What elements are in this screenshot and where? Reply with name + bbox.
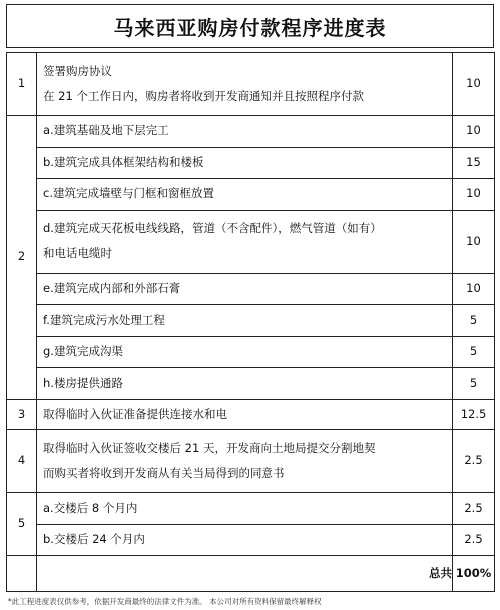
percentage-value: 10: [453, 116, 495, 148]
percentage-value: 10: [453, 53, 495, 116]
description-line: a.交楼后 8 个月内: [43, 500, 138, 515]
table-row: [7, 399, 495, 430]
stage-description: [37, 399, 453, 430]
stage-description: [37, 53, 453, 116]
table-row: [7, 210, 495, 273]
table-row: [7, 147, 495, 179]
description-line: b.交楼后 24 个月内: [43, 532, 145, 547]
footnote: *此工程进度表仅供参考，依据开发商最终的法律文件为准。 本公司对所有资料保留最终解释权: [8, 597, 322, 606]
percentage-value: 10: [453, 210, 495, 273]
description-line: 而购买者将收到开发商从有关当局得到的同意书: [43, 465, 285, 480]
table-row: [7, 116, 495, 148]
percentage-value: 15: [453, 147, 495, 179]
document-title: 马来西亚购房付款程序进度表: [6, 4, 494, 48]
table-row: [7, 53, 495, 116]
stage-description: [37, 273, 453, 305]
total-label: 总共: [37, 556, 453, 592]
stage-description: [37, 210, 453, 273]
description-line: a.建筑基础及地下层完工: [43, 123, 169, 138]
description-line: c.建筑完成墙壁与门框和窗框放置: [43, 186, 214, 201]
percentage-value: 12.5: [453, 399, 495, 430]
total-row: [7, 556, 495, 592]
stage-description: [37, 179, 453, 211]
table-row: [7, 524, 495, 556]
stage-description: [37, 147, 453, 179]
percentage-value: 5: [453, 305, 495, 337]
description-line: 签署购房协议: [43, 63, 112, 78]
table-row: [7, 493, 495, 525]
percentage-value: 2.5: [453, 430, 495, 493]
stage-number: 2: [7, 116, 37, 400]
description-line: h.楼房提供通路: [43, 375, 123, 390]
total-value: 100%: [453, 556, 495, 592]
percentage-value: 10: [453, 273, 495, 305]
table-row: [7, 273, 495, 305]
stage-description: [37, 430, 453, 493]
stage-description: [37, 305, 453, 337]
stage-number: 5: [7, 493, 37, 556]
stage-number: 4: [7, 430, 37, 493]
stage-description: [37, 336, 453, 368]
percentage-value: 10: [453, 179, 495, 211]
total-stage-cell: [7, 556, 37, 592]
description-line: g.建筑完成沟渠: [43, 344, 123, 359]
percentage-value: 2.5: [453, 493, 495, 525]
stage-number: 3: [7, 399, 37, 430]
table-row: [7, 336, 495, 368]
schedule-table: [6, 52, 495, 592]
percentage-value: 5: [453, 368, 495, 400]
table-row: [7, 430, 495, 493]
description-line: 取得临时入伙证准备提供连接水和电: [43, 406, 227, 421]
description-line: d.建筑完成天花板电线线路，管道（不含配件），燃气管道（如有）: [43, 221, 382, 236]
table-row: [7, 305, 495, 337]
stage-number: 1: [7, 53, 37, 116]
description-line: 取得临时入伙证签收交楼后 21 天，开发商向土地局提交分割地契: [43, 440, 376, 455]
percentage-value: 5: [453, 336, 495, 368]
description-line: b.建筑完成具体框架结构和楼板: [43, 154, 204, 169]
description-line: f.建筑完成污水处理工程: [43, 312, 165, 327]
stage-description: [37, 493, 453, 525]
description-line: e.建筑完成内部和外部石膏: [43, 281, 181, 295]
percentage-value: 2.5: [453, 524, 495, 556]
table-row: [7, 179, 495, 211]
stage-description: [37, 368, 453, 400]
stage-description: [37, 524, 453, 556]
description-line: 在 21 个工作日内，购房者将收到开发商通知并且按照程序付款: [43, 88, 364, 103]
table-row: [7, 368, 495, 400]
description-line: 和电话电缆时: [43, 246, 112, 261]
stage-description: [37, 116, 453, 148]
